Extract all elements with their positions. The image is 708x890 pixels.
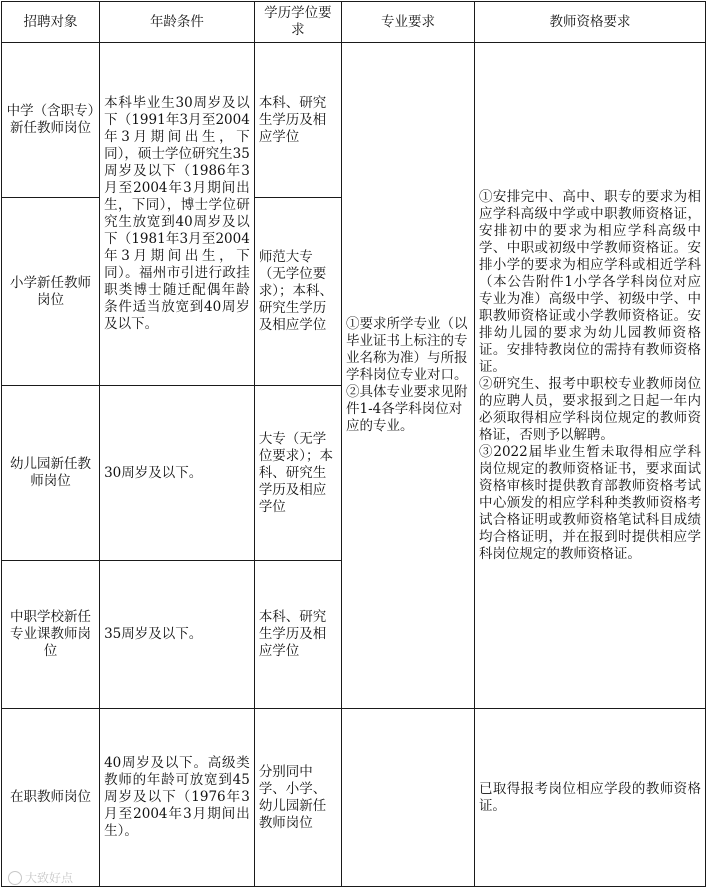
header-major: 专业要求 (341, 2, 474, 43)
education-cell: 师范大专（无学位要求）；本科、研究生学历及相应学位 (254, 198, 341, 386)
header-age: 年龄条件 (100, 2, 255, 43)
major-empty-cell (341, 709, 474, 887)
major-item-2: ②具体专业要求见附件1-4各学科岗位对应的专业。 (345, 384, 468, 434)
age-cell: 35周岁及以下。 (100, 561, 255, 709)
age-cell: 40周岁及以下。高级类教师的年龄可放宽到45周岁及以下（1976年3月至2004年3月期间出生）。 (100, 709, 255, 887)
header-education: 学历学位要求 (254, 2, 341, 43)
header-position: 招聘对象 (2, 2, 100, 43)
major-item-1: ①要求所学专业（以毕业证书上标注的专业名称为准）与所报学科岗位专业对口。 (345, 316, 468, 383)
position-cell: 在职教师岗位 (2, 709, 100, 887)
position-cell: 小学新任教师岗位 (2, 198, 100, 386)
watermark (8, 869, 73, 886)
age-cell: 30周岁及以下。 (100, 386, 255, 561)
watermark-text: 大致好点 (25, 871, 74, 885)
certificate-item-3: ③2022届毕业生暂未取得相应学科岗位规定的教师资格证书，要求面试资格审核时提供教育部教师资格考试中心颁发的相应学科种类教师资格考试合格证明或教师资格笔试科目成绩均合格证明，并在报到时提供相应学科岗位规定的教师资格证。 (478, 443, 701, 562)
certificate-item-1: ①安排完中、高中、职专的要求为相应学科高级中学或中职教师资格证，安排初中的要求为相应学科高级中学、中职或初级中学教师资格证。安排小学的要求为相应学科或相近学科（本公告附件1小学各学科岗位对应专业为准）高级中学、初级中学、中职教师资格证或小学教师资格证。安排幼儿园的要求为幼儿园教师资格证。安排特教岗位的需持有教师资格证。 (478, 188, 701, 375)
position-cell: 中职学校新任专业课教师岗位 (2, 561, 100, 709)
table-row (2, 43, 706, 198)
position-cell: 幼儿园新任教师岗位 (2, 386, 100, 561)
age-cell-new-teachers: 本科毕业生30周岁及以下（1991年3月至2004年3月期间出生，下同），硕士学位研究生35周岁及以下（1986年3月至2004年3月期间出生，下同），博士学位研究生放宽到40周岁及以下（1981年3月至2004年3月期间出生，下同）。福州市引进行政挂职类博士随迁配偶年龄条件适当放宽到40周岁及以下。 (100, 43, 255, 386)
watermark-logo-icon (8, 871, 22, 885)
position-cell: 中学（含职专）新任教师岗位 (2, 43, 100, 198)
certificate-requirement-cell (474, 43, 705, 709)
certificate-item-2: ②研究生、报考中职校专业教师岗位的应聘人员，要求报到之日起一年内必须取得相应学科岗位规定的教师资格证，否则予以解聘。 (478, 375, 701, 443)
education-cell: 大专（无学位要求）；本科、研究生学历及相应学位 (254, 386, 341, 561)
major-requirement-cell (341, 43, 474, 709)
education-cell: 分别同中学、小学、幼儿园新任教师岗位 (254, 709, 341, 887)
certificate-cell: 已取得报考岗位相应学段的教师资格证。 (474, 709, 705, 887)
recruitment-requirements-table (1, 1, 706, 887)
table-row (2, 709, 706, 887)
header-certificate: 教师资格要求 (474, 2, 705, 43)
education-cell: 本科、研究生学历及相应学位 (254, 561, 341, 709)
education-cell: 本科、研究生学历及相应学位 (254, 43, 341, 198)
header-row (2, 2, 706, 43)
